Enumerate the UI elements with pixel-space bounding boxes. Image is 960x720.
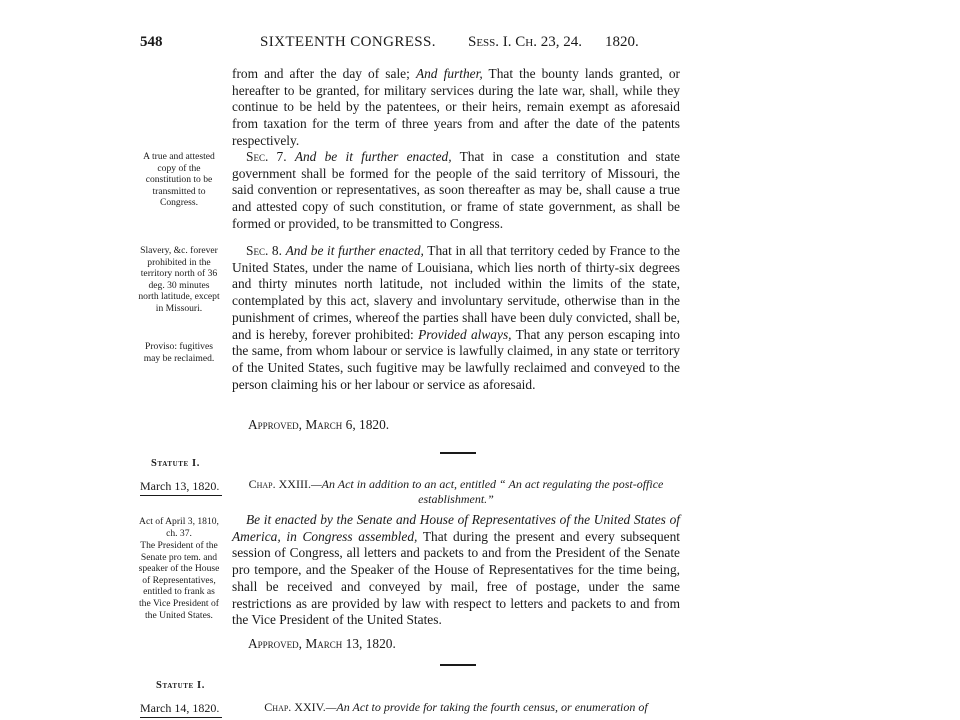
section-6-tail <box>232 66 680 150</box>
margin-note-slavery: Slavery, &c. forever prohibited in the territory north of 36 deg. 30 minutes north latitude, except in Missouri. <box>138 245 220 314</box>
chap23-title: —An Act in addition to an act, entitled “ An act regulating the post-office establishment.” <box>310 477 664 506</box>
dateline <box>140 701 222 716</box>
margin-note-proviso: Proviso: fugitives may be reclaimed. <box>143 341 215 364</box>
sec6-further: And further, <box>415 66 483 81</box>
margin-note-copy: A true and attested copy of the constitution to be transmitted to Congress. <box>143 151 215 209</box>
chap23-body: That during the present and every subsequent session of Congress, all letters and packets to and from the President of the Senate pro tempore, and the Speaker of the House of Representatives for the time being, shall be received and conveyed by mail, free of postage, under the same restrictions as are provided by law with respect to letters and packets to and from the Vice President of the United States. <box>232 528 680 628</box>
statute-label: Statute I. <box>151 458 200 469</box>
date-label: March 13, 1820. <box>140 479 220 493</box>
sec8-text-a: That in all that territory ceded by France to the United States, under the name of Louisiana, which lies north of thirty-six degrees and thirty minutes north latitude, not included within the limits of the state, contemplated by this act, slavery and involuntary servitude, otherwise than in the punishment of crimes, whereof the parties shall have been duly convicted, shall be, and is hereby, forever prohibited: <box>232 243 680 342</box>
sec6-text-a: from and after the day of sale; <box>232 66 416 81</box>
sec8-label: Sec. 8. <box>246 243 282 258</box>
date-label: March 14, 1820. <box>140 701 220 715</box>
approved-line-2: Approved, March 13, 1820. <box>248 636 396 651</box>
approved-line-1: Approved, March 6, 1820. <box>248 417 390 432</box>
running-header <box>140 34 680 56</box>
sec8-proviso: Provided always, <box>418 326 512 342</box>
section-7 <box>232 149 680 233</box>
sec8-clause: And be it further enacted, <box>285 243 424 258</box>
date-underline <box>140 495 222 496</box>
section-divider <box>440 664 476 666</box>
sec7-label: Sec. 7. <box>246 149 287 164</box>
chapter-24-heading <box>232 700 680 715</box>
statute-label: Statute I. <box>156 680 205 691</box>
chap23-label: Chap. XXIII. <box>248 477 311 491</box>
sec6-text-b: That the bounty lands granted, or hereafter to be granted, for military services during the late war, shall, while they continue to be held by the patentees, or their heirs, remain exempt as aforesaid from taxation for the term of three years from and after the date of the patents respectively. <box>232 66 681 148</box>
chapter-23-heading <box>232 477 680 507</box>
sec7-text: That in case a constitution and state government shall be formed for the people of the said territory of Missouri, the said convention or representatives, as soon thereafter as may be, shall cause a true and attested copy of such constitution, or frame of state government, as shall be formed or provided, to be transmitted to Congress. <box>232 149 680 231</box>
margin-note-act-1810: Act of April 3, 1810, ch. 37. <box>139 516 219 539</box>
enacting-clause: Be it enacted by the Senate and House of Representatives of the United States of America, in Congress assembled, <box>232 512 680 544</box>
chapter-23-text <box>232 512 680 629</box>
section-divider <box>440 452 476 454</box>
header-year: 1820. <box>605 34 639 50</box>
sec7-clause: And be it further enacted, <box>294 149 452 164</box>
header-session: Sess. I. Ch. 23, 24. <box>468 34 582 50</box>
chap24-label: Chap. XXIV. <box>264 700 326 714</box>
margin-note-president: The President of the Senate pro tem. and speaker of the House of Representatives, entitled to frank as the Vice President of the United States. <box>138 540 220 621</box>
section-8 <box>232 243 680 393</box>
header-title: SIXTEENTH CONGRESS. <box>260 34 436 50</box>
page-number: 548 <box>140 34 163 50</box>
sec8-text-b: That any person escaping into the same, from whom labour or service is lawfully claimed, in any state or territory of the United States, such fugitive may be lawfully reclaimed and conveyed to the person claiming his or her labour or service as aforesaid. <box>232 326 681 392</box>
chap24-title: —An Act to provide for taking the fourth census, or enumeration of <box>325 700 648 714</box>
dateline <box>140 479 222 494</box>
date-underline <box>140 717 222 718</box>
